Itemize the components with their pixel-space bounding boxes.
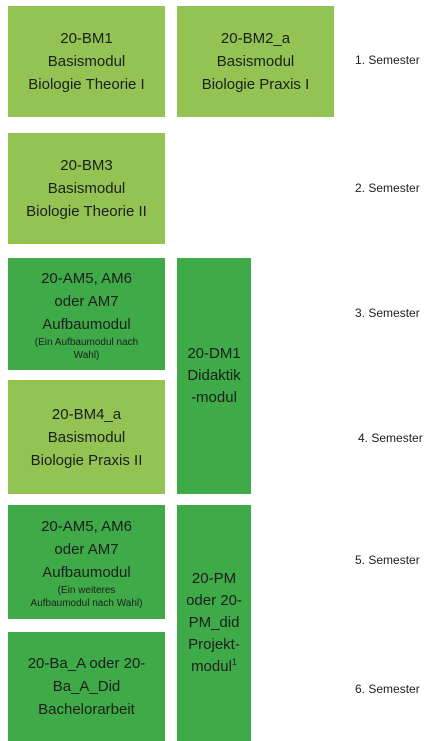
module-type: Aufbaumodul <box>42 315 131 333</box>
module-title-end: modul <box>191 658 232 675</box>
module-box-20-bm1 <box>8 6 165 117</box>
module-title: Biologie Theorie I <box>28 76 145 93</box>
module-type: Aufbaumodul <box>42 563 131 581</box>
module-box-20-bm4-a <box>8 380 165 494</box>
module-code: 20-Ba_A oder 20- <box>27 655 146 672</box>
module-code-alt: oder 20- <box>186 592 242 609</box>
module-code: 20-BM2_a <box>220 30 291 47</box>
module-box-aufbaumodul-first <box>8 258 165 370</box>
module-type: Basismodul <box>216 53 295 70</box>
module-note: Wahl) <box>73 349 100 361</box>
module-box-20-pm <box>177 505 251 741</box>
module-code-alt: Ba_A_Did <box>52 678 121 695</box>
module-code: 20-DM1 <box>187 345 241 362</box>
semester-label-5: 5. Semester <box>355 553 420 567</box>
module-code: 20-BM4_a <box>51 405 122 423</box>
module-box-20-dm1 <box>177 258 251 494</box>
module-title: Didaktik <box>187 367 241 384</box>
semester-label-4: 4. Semester <box>358 431 423 445</box>
module-box-20-bm2-a <box>177 6 334 117</box>
module-option: oder AM7 <box>54 540 119 558</box>
module-title-continued <box>191 656 237 678</box>
module-option: oder AM7 <box>54 292 119 310</box>
module-title: Bachelorarbeit <box>38 701 135 718</box>
module-note: (Ein Aufbaumodul nach <box>34 336 139 348</box>
module-code-alt-continued: PM_did <box>188 614 240 631</box>
module-type: Basismodul <box>47 53 126 70</box>
semester-label-1: 1. Semester <box>355 53 420 67</box>
module-title: Biologie Theorie II <box>26 203 147 220</box>
module-code: 20-BM3 <box>60 157 113 174</box>
semester-label-6: 6. Semester <box>355 682 420 696</box>
footnote-marker: 1 <box>231 657 237 667</box>
module-note: (Ein weiteres <box>57 584 116 596</box>
module-box-aufbaumodul-second <box>8 505 165 619</box>
module-code: 20-AM5, AM6 <box>41 517 132 535</box>
module-code: 20-AM5, AM6 <box>41 269 132 287</box>
module-box-bachelorarbeit <box>8 632 165 741</box>
module-note: Aufbaumodul nach Wahl) <box>30 597 143 609</box>
module-code: 20-BM1 <box>60 30 113 47</box>
module-title: Biologie Praxis I <box>201 76 310 93</box>
semester-label-2: 2. Semester <box>355 181 420 195</box>
module-title: Biologie Praxis II <box>30 451 143 469</box>
module-title: Projekt- <box>188 636 240 653</box>
semester-label-3: 3. Semester <box>355 306 420 320</box>
module-box-20-bm3 <box>8 133 165 244</box>
module-type: Basismodul <box>47 428 126 446</box>
module-title-continued: -modul <box>191 389 237 406</box>
module-code: 20-PM <box>191 570 237 587</box>
module-type: Basismodul <box>47 180 126 197</box>
